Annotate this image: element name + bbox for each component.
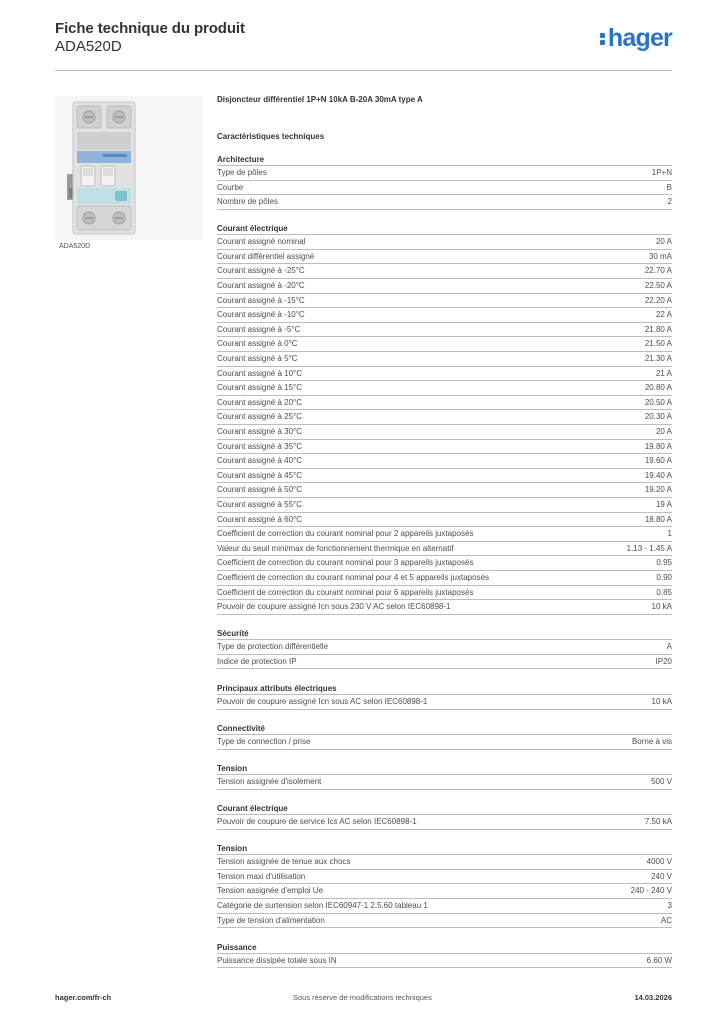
spec-row <box>217 571 672 586</box>
spec-label: Nombre de pôles <box>217 197 278 207</box>
spec-row <box>217 954 672 969</box>
section-title: Principaux attributs électriques <box>217 683 672 695</box>
spec-value: Borne à vis <box>631 737 672 746</box>
spec-row <box>217 352 672 367</box>
spec-row <box>217 655 672 670</box>
spec-row <box>217 855 672 870</box>
spec-label: Type de connection / prise <box>217 737 311 746</box>
spec-label: Courant assigné à 10°C <box>217 368 303 378</box>
spec-row <box>217 294 672 309</box>
spec-label: Catégorie de surtension selon IEC60947-1 2.5.60 tableau 1 <box>217 901 428 911</box>
spec-value: 19.80 A <box>644 441 672 451</box>
spec-content <box>217 95 672 968</box>
spec-label: Coefficient de correction du courant nominal pour 3 appareils juxtaposés <box>217 558 474 568</box>
hager-logo <box>599 26 672 51</box>
logo-text: hager <box>607 24 672 52</box>
spec-row <box>217 775 672 790</box>
spec-value: 4000 V <box>646 857 672 867</box>
spec-label: Pouvoir de coupure assigné Icn sous AC selon IEC60898-1 <box>217 696 428 706</box>
section-gap <box>217 210 672 220</box>
spec-row <box>217 695 672 710</box>
product-image-caption: ADA520D <box>59 243 91 250</box>
spec-label: Courant assigné à 5°C <box>217 354 298 364</box>
spec-row <box>217 815 672 830</box>
spec-label: Courant assigné à -5°C <box>217 324 301 334</box>
footer-website[interactable]: hager.com/fr-ch <box>55 993 112 1002</box>
spec-label: Type de protection différentielle <box>217 642 329 652</box>
section-gap <box>217 669 672 679</box>
spec-label: Courant assigné à 30°C <box>217 427 303 436</box>
spec-label: Indice de protection IP <box>217 656 297 666</box>
spec-row <box>217 483 672 498</box>
spec-value: B <box>666 182 672 192</box>
spec-row <box>217 308 672 323</box>
product-reference: ADA520D <box>55 38 122 55</box>
spec-row <box>217 469 672 484</box>
spec-label: Courant assigné à 45°C <box>217 470 303 480</box>
spec-label: Type de pôles <box>217 168 267 177</box>
spec-row <box>217 279 672 294</box>
spec-value: 10 kA <box>651 696 672 706</box>
spec-value: 22.20 A <box>644 295 672 305</box>
section-title: Sécurité <box>217 628 672 640</box>
spec-label: Tension assignée de tenue aux chocs <box>217 857 351 867</box>
spec-value: 1.13 - 1.45 A <box>626 543 672 553</box>
spec-value: 21.50 A <box>644 339 672 349</box>
spec-label: Tension assignée d'isolement <box>217 777 322 787</box>
spec-row <box>217 337 672 352</box>
spec-row <box>217 586 672 601</box>
spec-value: 20 A <box>655 237 672 247</box>
spec-value: 0.95 <box>656 558 672 568</box>
spec-label: Courant différentiel assigné <box>217 251 315 261</box>
spec-value: 19.60 A <box>644 456 672 466</box>
spec-row <box>217 640 672 655</box>
spec-value: 10 kA <box>651 602 672 612</box>
section-title: Tension <box>217 843 672 855</box>
spec-label: Tension maxi d'utilisation <box>217 871 306 881</box>
spec-row <box>217 396 672 411</box>
spec-sections <box>217 154 672 968</box>
spec-label: Pouvoir de coupure de service Ics AC selon IEC60898-1 <box>217 817 417 827</box>
product-image <box>55 96 203 240</box>
section-gap <box>217 790 672 800</box>
spec-label: Courant assigné à -15°C <box>217 295 305 305</box>
spec-label: Puissance dissipée totale sous IN <box>217 955 337 965</box>
spec-row <box>217 899 672 914</box>
section-title: Courant électrique <box>217 223 672 235</box>
spec-row <box>217 166 672 181</box>
spec-row <box>217 600 672 615</box>
spec-value: 21.30 A <box>644 354 672 364</box>
spec-label: Coefficient de correction du courant nominal pour 6 appareils juxtaposés <box>217 587 474 597</box>
spec-label: Courant assigné à 55°C <box>217 499 303 509</box>
page-title: Fiche technique du produit <box>55 20 245 37</box>
section-gap <box>217 928 672 938</box>
spec-value: 20.30 A <box>644 412 672 422</box>
spec-value: 500 V <box>651 777 672 787</box>
spec-value: AC <box>660 915 672 925</box>
spec-row <box>217 410 672 425</box>
spec-row <box>217 323 672 338</box>
section-title: Architecture <box>217 154 672 166</box>
spec-value: 6.60 W <box>646 955 672 965</box>
characteristics-heading: Caractéristiques techniques <box>217 132 325 141</box>
spec-label: Courant assigné à -25°C <box>217 266 305 276</box>
spec-label: Coefficient de correction du courant nominal pour 2 appareils juxtaposés <box>217 529 474 539</box>
spec-value: A <box>666 642 672 652</box>
spec-row <box>217 367 672 382</box>
spec-value: 22.70 A <box>644 266 672 276</box>
spec-value: 240 - 240 V <box>630 886 672 896</box>
spec-row <box>217 870 672 885</box>
section-title: Courant électrique <box>217 803 672 815</box>
spec-row <box>217 381 672 396</box>
spec-label: Courant assigné à -10°C <box>217 310 305 320</box>
spec-row <box>217 513 672 528</box>
spec-label: Courant assigné à -20°C <box>217 281 305 291</box>
spec-row <box>217 440 672 455</box>
spec-row <box>217 235 672 250</box>
spec-row <box>217 195 672 210</box>
spec-label: Courant assigné nominal <box>217 237 306 247</box>
spec-value: 20.80 A <box>644 383 672 393</box>
section-title: Connectivité <box>217 723 672 735</box>
spec-label: Valeur du seuil mini/max de fonctionnement thermique en alternatif <box>217 543 454 553</box>
spec-label: Courbe <box>217 182 244 192</box>
section-gap <box>217 710 672 720</box>
spec-label: Tension assignée d'emploi Ue <box>217 886 324 896</box>
section-gap <box>217 750 672 760</box>
spec-value: 0.90 <box>656 572 672 582</box>
spec-row <box>217 181 672 196</box>
spec-value: 19 A <box>655 499 672 509</box>
spec-value: 1P+N <box>651 168 672 177</box>
logo-dots-icon <box>599 26 607 46</box>
spec-row <box>217 264 672 279</box>
spec-value: 20 A <box>655 427 672 436</box>
spec-value: 20.50 A <box>644 397 672 407</box>
spec-row <box>217 884 672 899</box>
section-title: Tension <box>217 763 672 775</box>
spec-row <box>217 425 672 440</box>
spec-label: Courant assigné à 40°C <box>217 456 303 466</box>
spec-value: 0.85 <box>656 587 672 597</box>
spec-row <box>217 542 672 557</box>
product-name: Disjoncteur différentiel 1P+N 10kA B-20A 30mA type A <box>217 95 423 104</box>
spec-value: 2 <box>667 197 672 207</box>
spec-label: Courant assigné à 15°C <box>217 383 303 393</box>
spec-value: 30 mA <box>648 251 672 261</box>
spec-row <box>217 735 672 750</box>
spec-value: 240 V <box>651 871 672 881</box>
spec-value: 21 A <box>655 368 672 378</box>
spec-value: 22.50 A <box>644 281 672 291</box>
spec-label: Courant assigné à 0°C <box>217 339 298 349</box>
spec-label: Type de tension d'alimentation <box>217 915 325 925</box>
spec-value: 3 <box>667 901 672 911</box>
spec-value: IP20 <box>655 656 672 666</box>
spec-value: 22 A <box>655 310 672 320</box>
spec-label: Pouvoir de coupure assigné Icn sous 230 V AC selon IEC60898-1 <box>217 602 451 612</box>
spec-value: 1 <box>667 529 672 539</box>
spec-value: 19.40 A <box>644 470 672 480</box>
spec-row <box>217 250 672 265</box>
spec-row <box>217 556 672 571</box>
spec-row <box>217 454 672 469</box>
spec-label: Courant assigné à 60°C <box>217 514 303 524</box>
section-gap <box>217 830 672 840</box>
spec-label: Courant assigné à 25°C <box>217 412 303 422</box>
spec-value: 19.20 A <box>644 485 672 495</box>
spec-value: 18.80 A <box>644 514 672 524</box>
spec-row <box>217 914 672 929</box>
spec-label: Courant assigné à 35°C <box>217 441 303 451</box>
spec-value: 21.80 A <box>644 324 672 334</box>
footer-notice: Sous réserve de modifications techniques <box>293 993 432 1002</box>
spec-value: 7.50 kA <box>644 817 672 827</box>
spec-label: Courant assigné à 20°C <box>217 397 303 407</box>
spec-label: Coefficient de correction du courant nominal pour 4 et 5 appareils juxtaposés <box>217 572 490 582</box>
section-gap <box>217 615 672 625</box>
header-divider <box>55 70 672 71</box>
page-header <box>55 20 672 70</box>
spec-row <box>217 527 672 542</box>
section-title: Puissance <box>217 942 672 954</box>
footer-date: 14.03.2026 <box>634 993 672 1002</box>
circuit-breaker-icon <box>55 96 203 240</box>
spec-label: Courant assigné à 50°C <box>217 485 303 495</box>
spec-row <box>217 498 672 513</box>
